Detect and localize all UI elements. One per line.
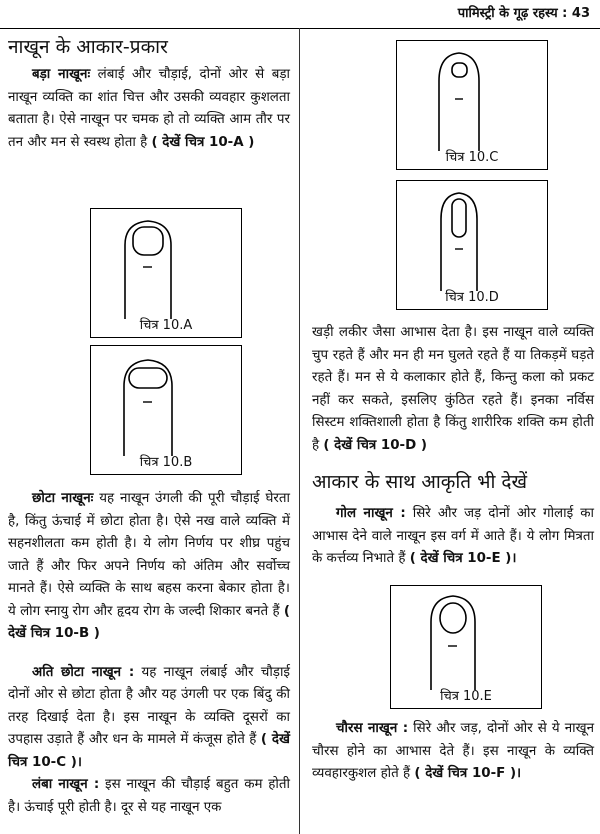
text-very-short-nail: यह नाखून लंबाई और चौड़ाई दोनों ओर से छोटा होता है और यह उंगली पर एक बिंदु की तरह दिखाई देता है। इस नाखून के व्यक्ति दूसरों का उपहास उड़ाते हैं और धन के मामले में कंजूस होते हैं <box>8 664 290 747</box>
text-square-nail: सिरे और जड़, दोनों ओर से ये नाखून चौरस होने का आभास देते हैं। इस नाखून के व्यक्ति व्यवहारकुशल होते हैं <box>312 721 594 781</box>
figure-caption-10b: चित्र 10.B <box>139 455 193 470</box>
figure-caption-10e: चित्र 10.E <box>440 689 492 704</box>
ref-10d: ( देखें चित्र 10-D ) <box>323 437 427 453</box>
figure-caption-10d: चित्र 10.D <box>445 290 499 305</box>
term-square-nail: चौरस नाखून : <box>336 721 409 736</box>
finger-illustration-10b <box>91 346 241 456</box>
term-round-nail: गोल नाखून : <box>336 506 406 521</box>
finger-illustration-10a <box>91 209 241 319</box>
finger-illustration-10d <box>397 181 547 291</box>
term-very-short-nail: अति छोटा नाखून : <box>32 664 135 680</box>
term-long-nail: लंबा नाखून : <box>32 777 100 792</box>
column-divider <box>299 28 300 834</box>
text-round-nail: सिरे और जड़ दोनों ओर गोलाई का आभास देने वाले नाखून इस वर्ग में आते हैं। ये लोग मित्रता के कर्त्तव्य निभाते हैं <box>312 506 594 566</box>
right-column-bottom <box>312 718 594 786</box>
finger-illustration-10e <box>391 586 541 690</box>
figure-10e <box>390 585 542 709</box>
figure-caption-10a: चित्र 10.A <box>139 318 193 333</box>
ref-10c: ( देखें चित्र 10-C )। <box>8 732 290 770</box>
paragraph-long-nail <box>8 774 290 819</box>
section-heading-nail-sizes: नाखून के आकार-प्रकार <box>8 36 168 58</box>
figure-caption-10c: चित्र 10.C <box>445 150 499 165</box>
paragraph-big-nail <box>8 64 290 154</box>
header-title: पामिस्ट्री के गूढ़ रहस्य : 43 <box>457 6 590 21</box>
running-header <box>0 0 600 29</box>
term-short-nail: छोटा नाखूनः <box>32 491 94 506</box>
paragraph-square-nail <box>312 718 594 786</box>
paragraph-short-nail <box>8 488 290 646</box>
ref-10f: ( देखें चित्र 10-F )। <box>414 766 522 781</box>
figure-10c <box>396 40 548 170</box>
left-column-top <box>8 34 290 154</box>
figure-10d <box>396 180 548 310</box>
left-column-bottom <box>8 488 290 819</box>
section-heading-shape: आकार के साथ आकृति भी देखें <box>312 471 528 493</box>
right-column-middle <box>312 322 594 571</box>
ref-10a: ( देखें चित्र 10-A ) <box>151 134 255 150</box>
ref-10b: ( देखें चित्र 10-B ) <box>8 603 290 641</box>
text-long-nail: इस नाखून की चौड़ाई बहुत कम होती है। ऊंचाई पूरी होती है। दूर से यह नाखून एक <box>8 777 290 815</box>
text-big-nail: लंबाई और चौड़ाई, दोनों ओर से बड़ा नाखून व्यक्ति का शांत चित्त और उसकी व्यवहार कुशलता बताता है। ऐसे नाखून पर चमक हो तो व्यक्ति आम तौर पर तन और मन से स्वस्थ होता है <box>8 67 290 150</box>
text-long-nail-continued: खड़ी लकीर जैसा आभास देता है। इस नाखून वाले व्यक्ति चुप रहते हैं और मन ही मन घुलते रहते हैं या तिकड़में घड़ते रहते हैं। मन से ये कलाकार होते हैं, किन्तु कला को प्रकट नहीं कर सकते, इसलिए कुंठित रहते हैं। इनका नर्विस सिस्टम शक्तिशाली होता है किंतु शारीरिक शक्ति कम होती है <box>312 325 594 453</box>
finger-illustration-10c <box>397 41 547 151</box>
paragraph-long-nail-continued <box>312 322 594 457</box>
ref-10e: ( देखें चित्र 10-E )। <box>409 551 517 566</box>
figure-10b <box>90 345 242 475</box>
figure-10a <box>90 208 242 338</box>
text-short-nail: यह नाखून उंगली की पूरी चौड़ाई घेरता है, किंतु ऊंचाई में छोटा होता है। ऐसे नख वाले व्यक्ति में सहनशीलता कम होती है। ये लोग निर्णय पर शीघ्र पहुंच जाते हैं और फिर अपने निर्णय को अंतिम और सर्वोच्च मानते हैं। ऐसे व्यक्ति के साथ बहस करना बेकार होता है। ये लोग स्नायु रोग और हृदय रोग के जल्दी शिकार बनते हैं <box>8 491 290 619</box>
paragraph-very-short-nail <box>8 662 290 775</box>
paragraph-round-nail <box>312 503 594 571</box>
term-big-nail: बड़ा नाखूनः <box>32 67 91 82</box>
